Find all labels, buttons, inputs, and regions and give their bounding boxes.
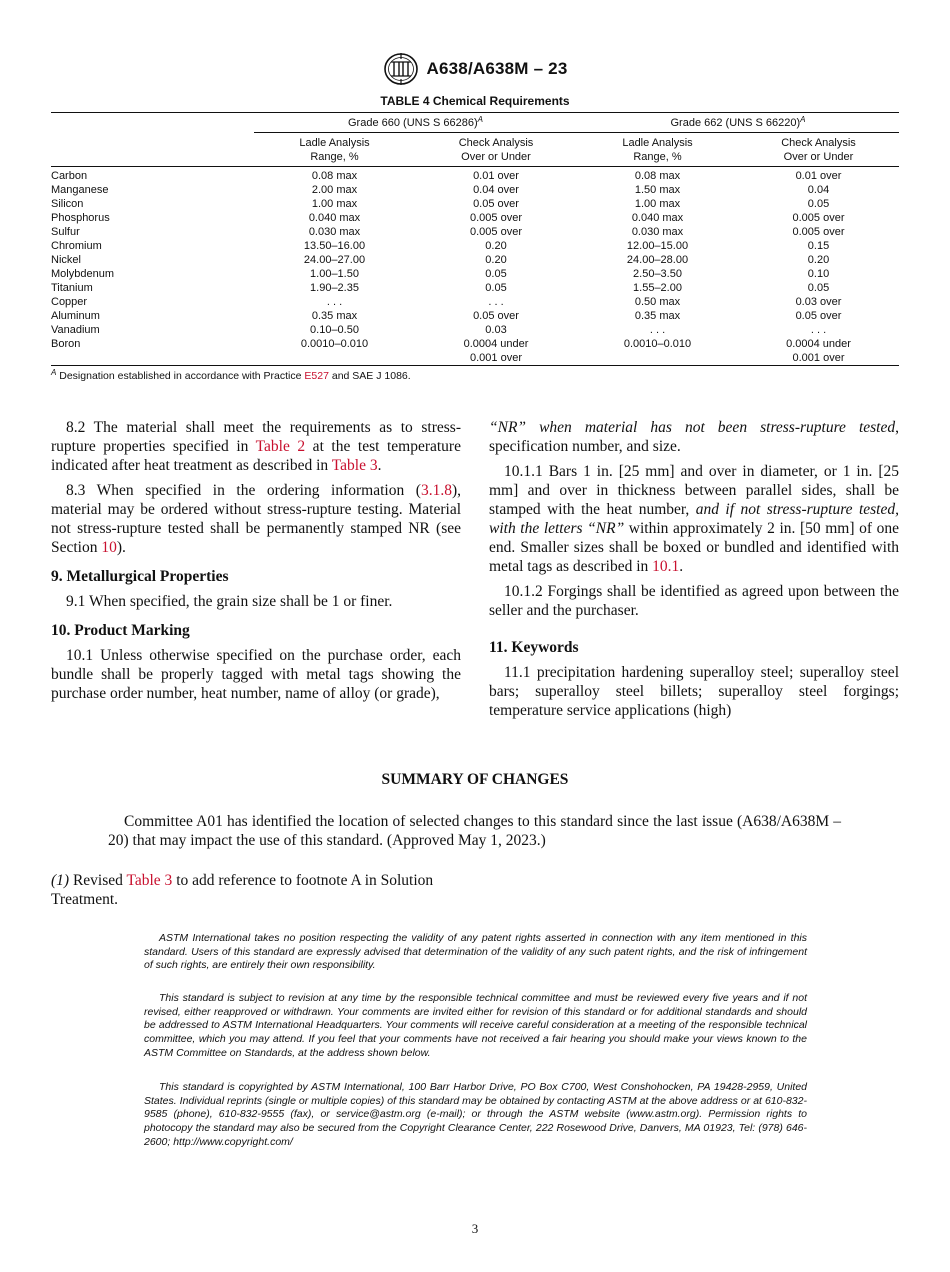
- table-row: [51, 211, 899, 225]
- table-footnote: $^A$ Designation established in accordance with Practice E527 and SAE J 1086.: [51, 368, 411, 382]
- value-cell: . . .: [326, 296, 343, 308]
- element-name-cell: Carbon: [51, 170, 88, 182]
- left-column: [51, 418, 461, 709]
- value-cell: . . .: [488, 296, 504, 308]
- value-cell: 0.08 max: [634, 170, 681, 182]
- element-name-cell: Sulfur: [51, 226, 80, 238]
- value-cell: 1.00 max: [634, 198, 681, 210]
- table-row: [51, 225, 899, 239]
- element-name-cell: Copper: [51, 296, 88, 308]
- element-name-cell: Chromium: [51, 240, 102, 252]
- element-name-cell: Aluminum: [51, 310, 100, 322]
- table-row: [51, 309, 899, 323]
- value-cell: 0.50 max: [634, 296, 681, 308]
- value-cell: 1.50 max: [634, 184, 681, 196]
- paragraph-10-1: 10.1 Unless otherwise specified on the purchase order, each bundle shall be properly tagged with metal tags showing the purchase order number, heat number, name of alloy (or grade),: [51, 647, 461, 702]
- value-cell: 0.030 max: [308, 226, 361, 238]
- element-name-cell: Vanadium: [51, 324, 100, 336]
- value-cell: 0.05: [807, 198, 830, 210]
- value-cell: 2.00 max: [311, 184, 358, 196]
- value-cell: 24.00–27.00: [303, 254, 366, 266]
- column-header: Ladle Analysis Range, %: [254, 133, 415, 167]
- value-cell: 0.001 over: [792, 352, 845, 364]
- value-cell: 0.05 over: [473, 310, 519, 322]
- element-name-cell: Manganese: [51, 184, 109, 196]
- table-3-link[interactable]: Table 3: [331, 457, 378, 474]
- heading-section-10: 10. Product Marking: [51, 622, 190, 639]
- table-row: [51, 253, 899, 267]
- value-cell: 0.040 max: [631, 212, 684, 224]
- chemical-requirements-table: [51, 112, 899, 366]
- value-cell: 0.01 over: [795, 170, 842, 182]
- value-cell: 2.50–3.50: [633, 268, 682, 280]
- value-cell: [577, 351, 738, 365]
- value-cell: 1.00 max: [311, 198, 358, 210]
- value-cell: 0.05: [485, 282, 507, 294]
- column-header: Check Analysis Over or Under: [738, 133, 899, 167]
- section-3-1-8-link[interactable]: 3.1.8: [420, 482, 452, 499]
- element-name-cell: [51, 351, 254, 365]
- value-cell: 0.001 over: [470, 352, 522, 364]
- value-cell: 0.01 over: [473, 170, 519, 182]
- value-cell: 0.04: [807, 184, 830, 196]
- document-title: A638/A638M – 23: [426, 59, 568, 78]
- paragraph-11-1: 11.1 precipitation hardening superalloy steel; superalloy steel bars; superalloy steel billets; superalloy steel forgings; temperature service applications (high): [489, 664, 899, 719]
- value-cell: 0.0010–0.010: [300, 338, 369, 350]
- page-number: 3: [471, 1221, 479, 1236]
- section-10-1-link[interactable]: 10.1: [652, 558, 680, 575]
- element-name-cell: Titanium: [51, 282, 93, 294]
- heading-section-11: 11. Keywords: [489, 639, 579, 656]
- paragraph-8-3: 8.3 When specified in the ordering information (3.1.8), material may be ordered without stress-rupture testing. Material not stress-rupture tested shall be permanently stamped NR (see Section 10).: [51, 482, 461, 556]
- value-cell: 0.20: [485, 254, 507, 266]
- revision-notice: This standard is subject to revision at any time by the responsible technical committee and must be reviewed every five years and if not revised, either reapproved or withdrawn. Your comments are invited either for revision of this standard or for additional standards and should be addressed to ASTM International Headquarters. Your comments will receive careful consideration at a meeting of the responsible technical committee, which you may attend. If you feel that your comments have not received a fair hearing you should make your views known to the ASTM Committee on Standards, at the address shown below.: [144, 992, 807, 1059]
- value-cell: 24.00–28.00: [626, 254, 689, 266]
- value-cell: 0.10–0.50: [310, 324, 359, 336]
- value-cell: 0.05 over: [795, 310, 842, 322]
- table-caption: TABLE 4 Chemical Requirements: [380, 94, 570, 108]
- value-cell: 0.030 max: [631, 226, 684, 238]
- paragraph-10-1-continued: “NR” when material has not been stress-rupture tested, specification number, and size.: [489, 419, 899, 455]
- value-cell: 1.00–1.50: [310, 268, 359, 280]
- value-cell: 12.00–15.00: [626, 240, 689, 252]
- element-name-cell: Phosphorus: [51, 212, 110, 224]
- table-row: [51, 323, 899, 337]
- value-cell: 0.0004 under: [463, 338, 529, 350]
- patent-disclaimer: ASTM International takes no position respecting the validity of any patent rights asserted in connection with any item mentioned in this standard. Users of this standard are expressly advised that determination of the validity of any such patent rights, and the risk of infringement of such rights, are entirely their own responsibility.: [144, 932, 807, 972]
- table-corner: [51, 113, 254, 133]
- value-cell: 0.005 over: [470, 212, 522, 224]
- value-cell: 0.005 over: [792, 226, 845, 238]
- grade-662-header: Grade 662 (UNS S 66220)$^A$: [577, 113, 899, 133]
- table-row: [51, 167, 899, 184]
- element-name-cell: Nickel: [51, 254, 81, 266]
- table-row: [51, 267, 899, 281]
- table-row: [51, 351, 899, 365]
- column-header: Ladle Analysis Range, %: [577, 133, 738, 167]
- value-cell: 0.05: [807, 282, 830, 294]
- copyright-notice: This standard is copyrighted by ASTM International, 100 Barr Harbor Drive, PO Box C700, West Conshohocken, PA 19428-2959, United States. Individual reprints (single or multiple copies) of this standard may be obtained by contacting ASTM at the above address or at 610-832-9585 (phone), 610-832-9555 (fax), or service@astm.org (e-mail); or through the ASTM website (www.astm.org). Permission rights to photocopy the standard may also be secured from the Copyright Clearance Center, 222 Rosewood Drive, Danvers, MA 01923, Tel: (978) 646-2600; http://www.copyright.com/: [144, 1081, 807, 1148]
- value-cell: 0.35 max: [311, 310, 358, 322]
- table-3-link[interactable]: Table 3: [126, 872, 173, 889]
- value-cell: . . .: [649, 324, 666, 336]
- value-cell: 0.005 over: [792, 212, 845, 224]
- table-row: [51, 281, 899, 295]
- column-header: Check Analysis Over or Under: [415, 133, 577, 167]
- value-cell: 0.04 over: [473, 184, 519, 196]
- value-cell: 13.50–16.00: [303, 240, 366, 252]
- change-item: (1) Revised Table 3 to add reference to footnote A in Solution Treatment.: [51, 872, 434, 908]
- value-cell: 0.0004 under: [786, 338, 851, 350]
- element-name-cell: Molybdenum: [51, 268, 114, 280]
- value-cell: 0.03: [485, 324, 507, 336]
- value-cell: 0.10: [807, 268, 830, 280]
- paragraph-10-1-2: 10.1.2 Forgings shall be identified as agreed upon between the seller and the purchaser.: [489, 583, 899, 619]
- table-row: [51, 183, 899, 197]
- value-cell: 1.90–2.35: [310, 282, 359, 294]
- table-row: [51, 239, 899, 253]
- right-column: [489, 418, 899, 726]
- value-cell: 1.55–2.00: [633, 282, 682, 294]
- table-row: [51, 337, 899, 351]
- table-row: [51, 197, 899, 211]
- value-cell: 0.08 max: [311, 170, 358, 182]
- value-cell: 0.20: [485, 240, 507, 252]
- heading-section-9: 9. Metallurgical Properties: [51, 568, 229, 585]
- table-2-link[interactable]: Table 2: [255, 438, 306, 455]
- astm-logo-icon: [383, 52, 419, 86]
- value-cell: . . .: [810, 324, 827, 336]
- paragraph-9-1: 9.1 When specified, the grain size shall be 1 or finer.: [66, 593, 393, 610]
- summary-text: Committee A01 has identified the location of selected changes to this standard since the last issue (A638/A638M – 20) that may impact the use of this standard. (Approved May 1, 2023.): [108, 813, 841, 849]
- value-cell: 0.040 max: [308, 212, 361, 224]
- summary-title: SUMMARY OF CHANGES: [381, 771, 569, 788]
- value-cell: 0.05: [485, 268, 507, 280]
- e527-link[interactable]: E527: [304, 370, 329, 382]
- value-cell: 0.20: [807, 254, 830, 266]
- value-cell: 0.0010–0.010: [623, 338, 692, 350]
- value-cell: 0.35 max: [634, 310, 681, 322]
- value-cell: 0.15: [807, 240, 830, 252]
- paragraph-10-1-1: 10.1.1 Bars 1 in. [25 mm] and over in diameter, or 1 in. [25 mm] and over in thickness between parallel sides, shall be stamped with the heat number, and if not stress-rupture tested, with the letters “NR” within approximately 2 in. [50 mm] of one end. Smaller sizes shall be boxed or bundled and identified with metal tags as described in 10.1.: [489, 463, 899, 575]
- value-cell: 0.005 over: [470, 226, 522, 238]
- element-name-cell: Boron: [51, 338, 81, 350]
- page-header: [0, 52, 950, 86]
- table-row: [51, 295, 899, 309]
- value-cell: 0.03 over: [795, 296, 842, 308]
- element-name-cell: Silicon: [51, 198, 84, 210]
- paragraph-8-2: 8.2 The material shall meet the requirements as to stress-rupture properties specified in Table 2 at the test temperature indicated after heat treatment as described in Table 3.: [51, 419, 461, 474]
- value-cell: [254, 351, 415, 365]
- value-cell: 0.05 over: [473, 198, 519, 210]
- section-10-link[interactable]: 10: [101, 539, 117, 556]
- grade-660-header: Grade 660 (UNS S 66286)$^A$: [254, 113, 577, 133]
